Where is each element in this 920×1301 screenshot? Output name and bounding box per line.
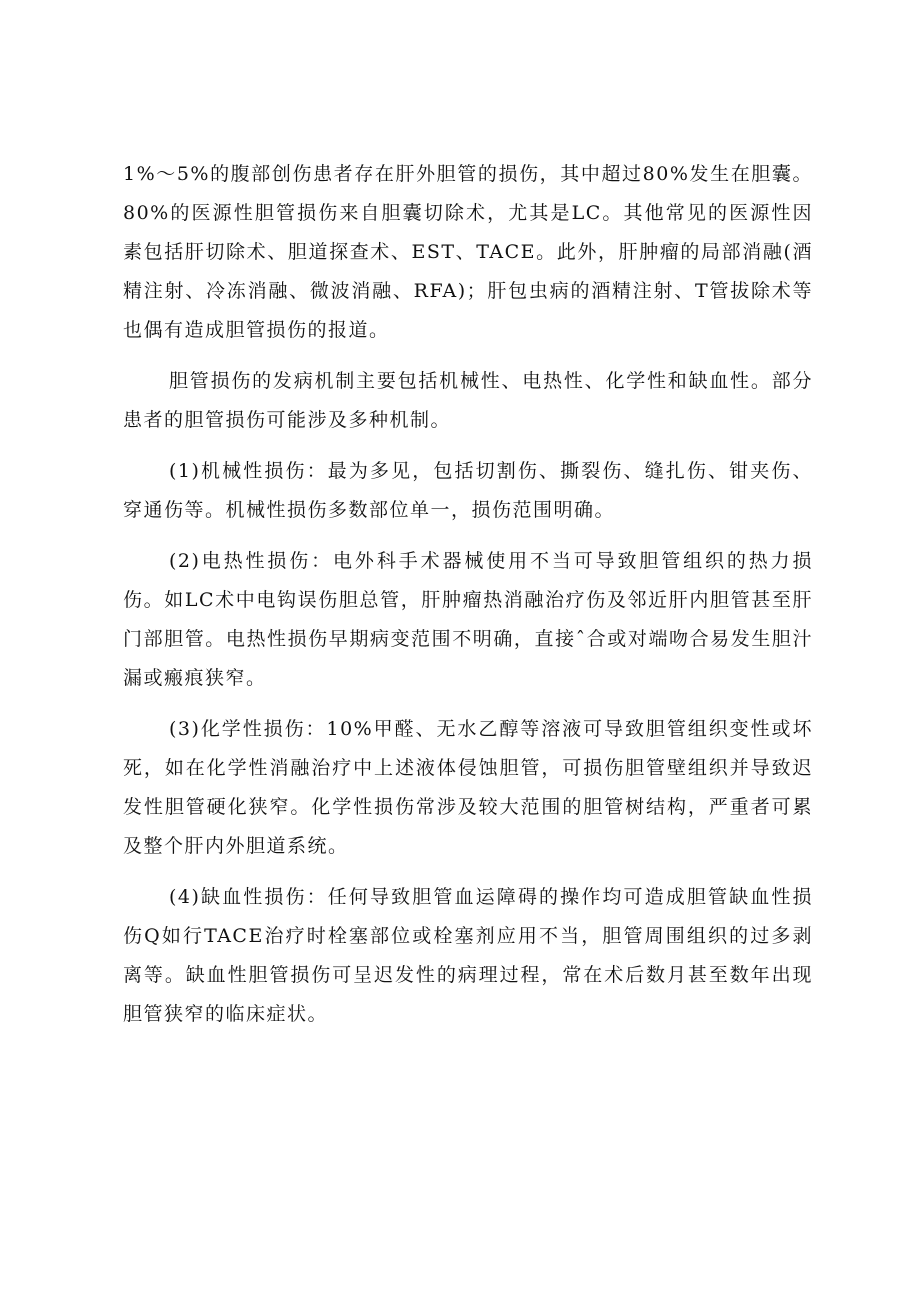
paragraph-chemical-injury: (3)化学性损伤：10%甲醛、无水乙醇等溶液可导致胆管组织变性或坏死，如在化学性消融治疗中上述液体侵蚀胆管，可损伤胆管壁组织并导致迟发性胆管硬化狭窄。化学性损伤常涉及较大范围的胆管树结构，严重者可累及整个肝内外胆道系统。 — [123, 718, 813, 857]
document-body — [123, 155, 813, 1034]
paragraph-injury-incidence: 1%～5%的腹部创伤患者存在肝外胆管的损伤，其中超过80%发生在胆囊。80%的医源性胆管损伤来自胆囊切除术，尤其是LC。其他常见的医源性因素包括肝切除术、胆道探查术、EST、TACE。此外，肝肿瘤的局部消融(酒精注射、冷冻消融、微波消融、RFA)；肝包虫病的酒精注射、T管拔除术等也偶有造成胆管损伤的报道。 — [123, 163, 813, 341]
paragraph-mechanical-injury: (1)机械性损伤：最为多见，包括切割伤、撕裂伤、缝扎伤、钳夹伤、穿通伤等。机械性损伤多数部位单一，损伤范围明确。 — [123, 460, 813, 521]
paragraph-ischemic-injury: (4)缺血性损伤：任何导致胆管血运障碍的操作均可造成胆管缺血性损伤Q如行TACE治疗时栓塞部位或栓塞剂应用不当，胆管周围组织的过多剥离等。缺血性胆管损伤可呈迟发性的病理过程，常在术后数月甚至数年出现胆管狭窄的临床症状。 — [123, 886, 813, 1025]
paragraph-mechanism-overview: 胆管损伤的发病机制主要包括机械性、电热性、化学性和缺血性。部分患者的胆管损伤可能涉及多种机制。 — [123, 370, 813, 431]
paragraph-electrothermal-injury: (2)电热性损伤：电外科手术器械使用不当可导致胆管组织的热力损伤。如LC术中电钩误伤胆总管，肝肿瘤热消融治疗伤及邻近肝内胆管甚至肝门部胆管。电热性损伤早期病变范围不明确，直接ˆ合或对端吻合易发生胆汁漏或瘢痕狭窄。 — [123, 550, 813, 689]
